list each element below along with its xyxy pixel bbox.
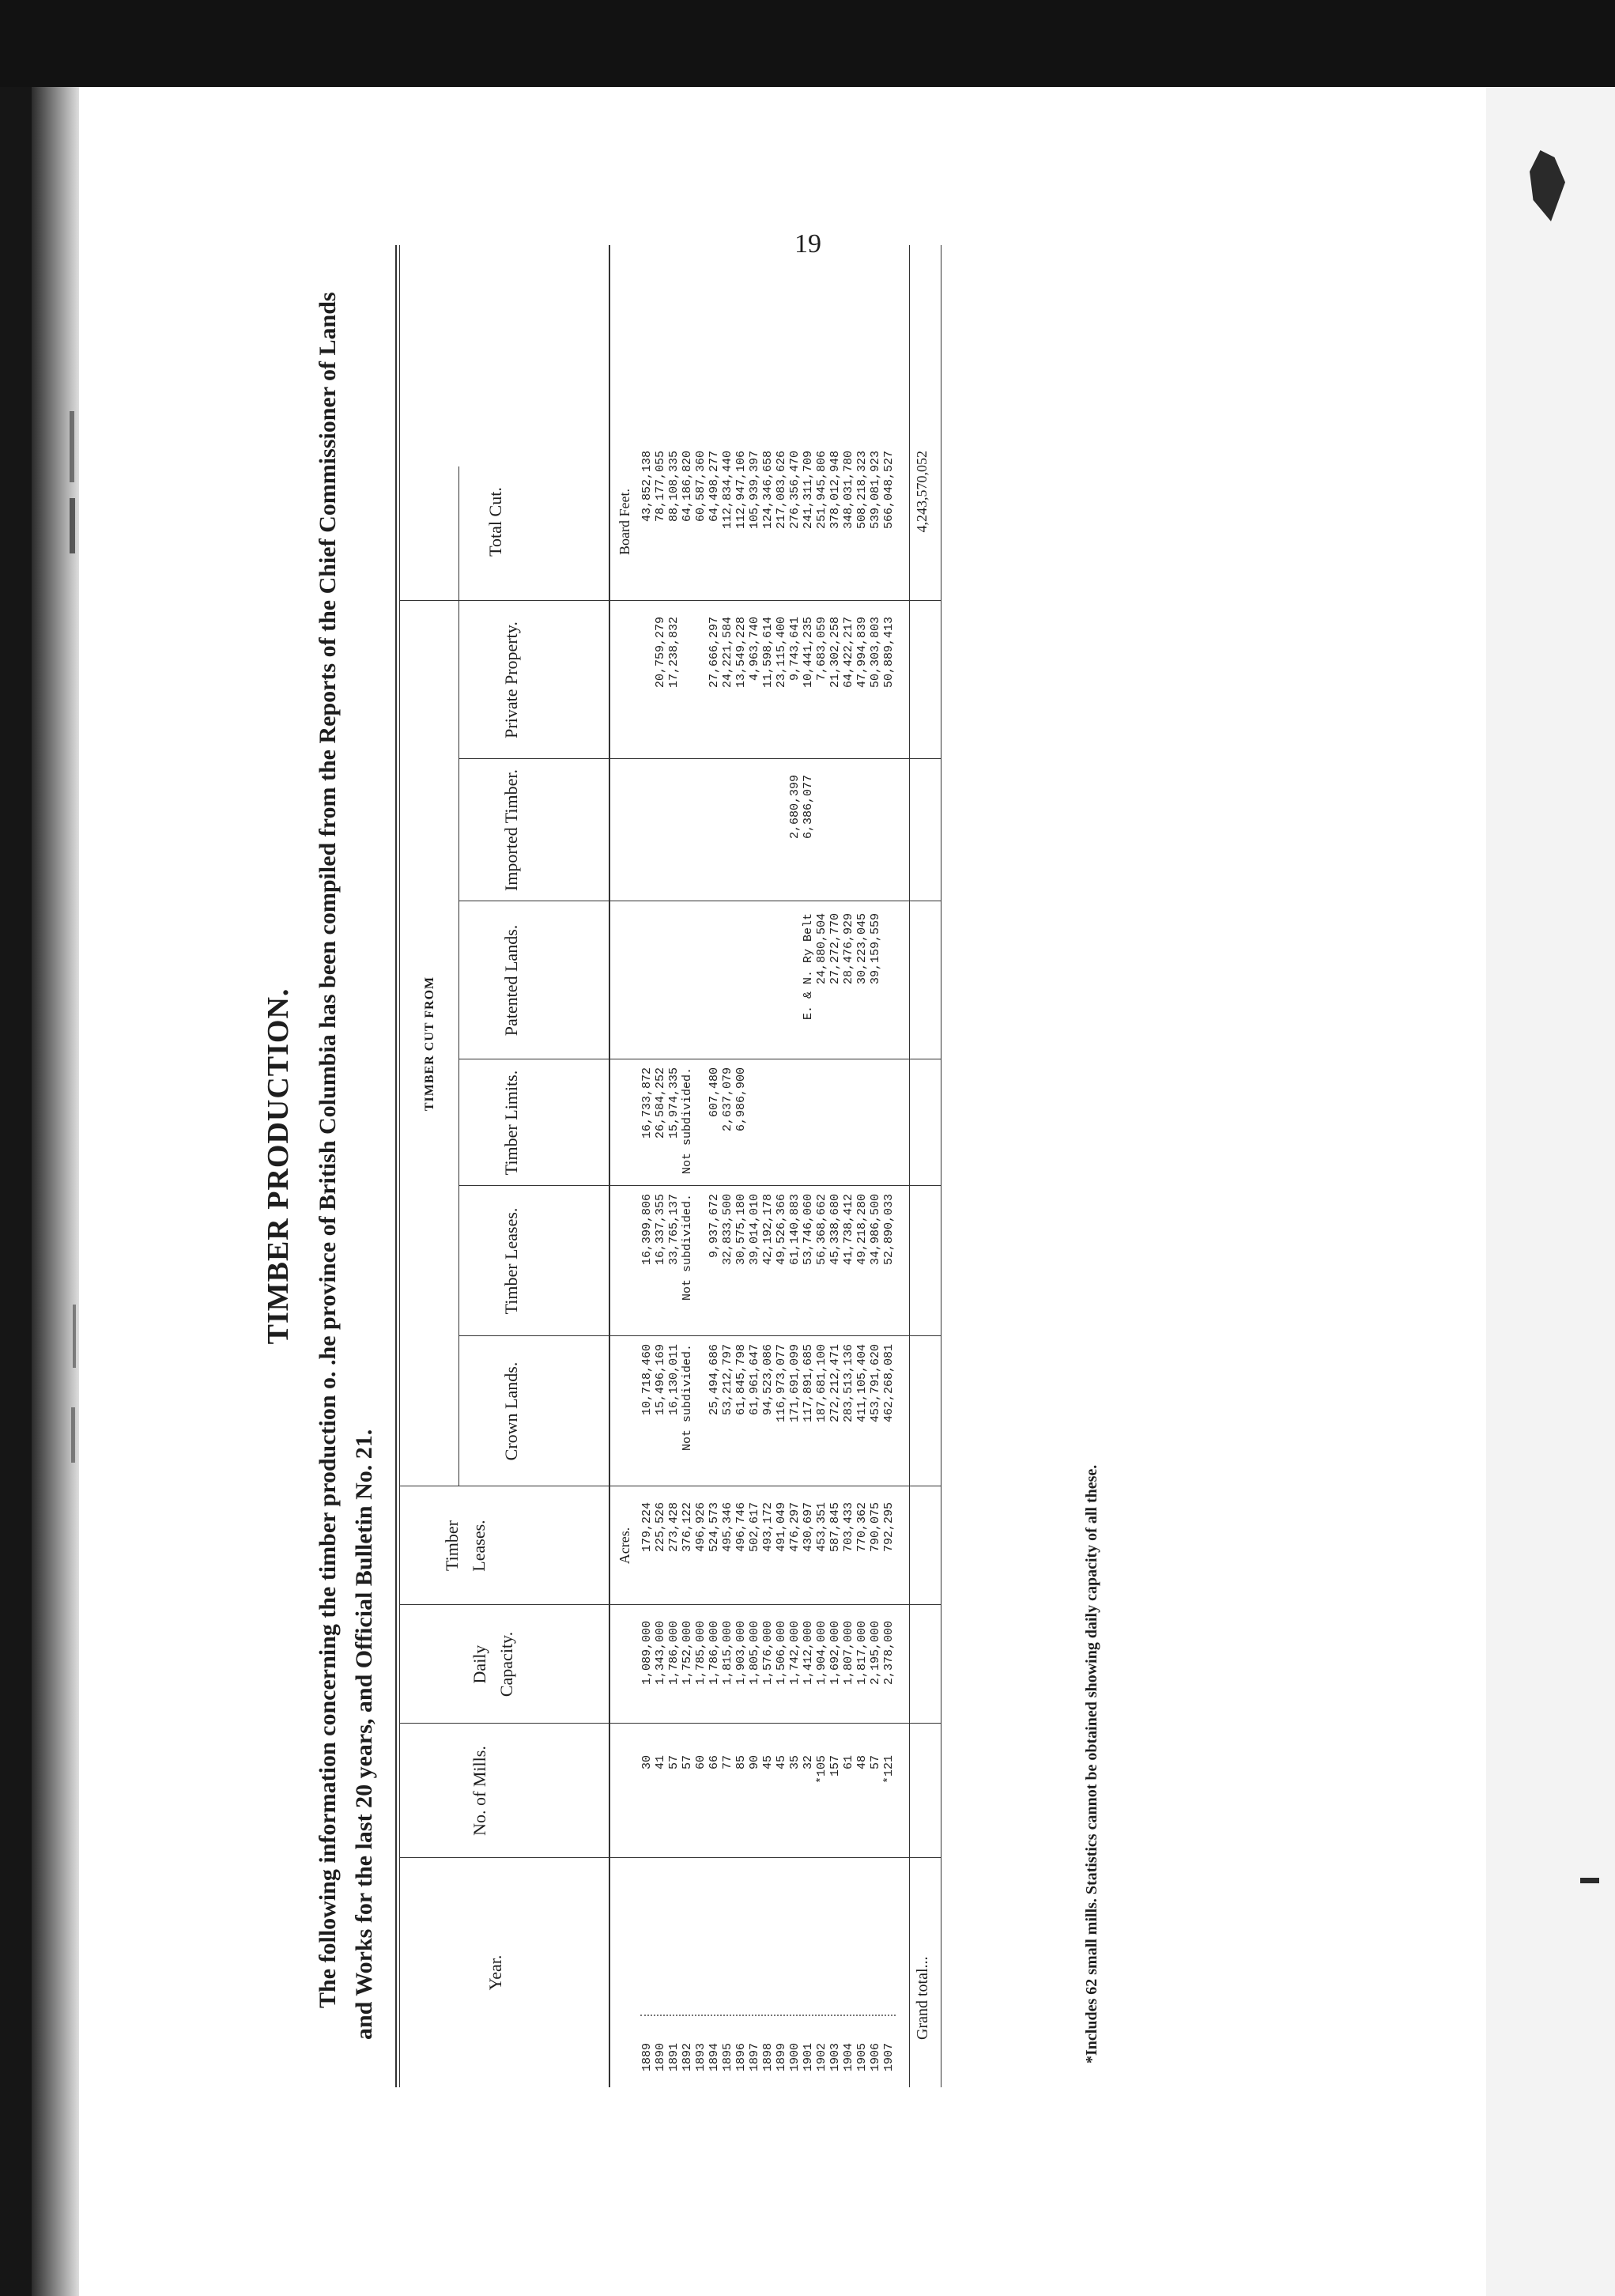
table-cell: 60 <box>694 1755 708 1770</box>
header-imported-timber: Imported Timber. <box>501 769 521 892</box>
header-capacity: Daily Capacity. <box>470 1631 516 1697</box>
table-cell: 48 <box>855 1755 869 1770</box>
table-cell: 17,238,832 <box>667 617 681 689</box>
table-cell: 47,994,839 <box>855 617 869 689</box>
table-cell: 1,506,000 <box>775 1621 788 1686</box>
table-cell: Not subdivided. <box>681 1194 694 1301</box>
table-cell: 411,105,404 <box>855 1344 869 1423</box>
table-cell: 1898 <box>761 2042 775 2071</box>
table-cell: 10,718,460 <box>640 1344 654 1416</box>
table-cell: *121 <box>882 1755 896 1784</box>
table-cell <box>775 913 788 1052</box>
table-cell: 217,083,626 <box>775 451 788 530</box>
table-cell: 348,031,780 <box>842 451 855 530</box>
table-cell: 49,218,280 <box>855 1194 869 1266</box>
table-cell: 495,346 <box>721 1502 734 1553</box>
table-cell <box>734 913 748 1052</box>
table-cell: Not subdivided. <box>681 1344 694 1452</box>
scan-top-edge <box>0 0 1615 87</box>
table-cell: 1892 <box>681 2042 694 2071</box>
table-cell: 45 <box>761 1755 775 1770</box>
table-cell: 1,807,000 <box>842 1621 855 1686</box>
table-cell: 2,378,000 <box>882 1621 896 1686</box>
table-cell <box>855 775 869 893</box>
table-cell: E. & N. Ry Belt <box>802 913 815 1021</box>
table-cell: 272,212,471 <box>828 1344 842 1423</box>
table-cell: 187,681,100 <box>815 1344 828 1423</box>
table-cell: 42,192,178 <box>761 1194 775 1266</box>
scan-smudge <box>1580 1878 1599 1883</box>
table-cell <box>882 775 896 893</box>
table-cell: 16,130,011 <box>667 1344 681 1416</box>
table-cell: 27,666,297 <box>708 617 721 689</box>
table-cell <box>788 913 802 1052</box>
scan-smudge <box>70 498 75 553</box>
table-cell: 41 <box>654 1755 667 1770</box>
table-cell <box>667 775 681 893</box>
table-cell: Not subdivided. <box>681 1067 694 1175</box>
table-cell: 607,480 <box>708 1067 721 1118</box>
table-cell <box>654 913 667 1052</box>
table-cell: 1906 <box>869 2042 882 2071</box>
table-cell: 2,637,079 <box>721 1067 734 1132</box>
scan-smudge <box>71 1407 75 1463</box>
table-cell: 179,224 <box>640 1502 654 1553</box>
table-cell: 539,081,923 <box>869 451 882 530</box>
table-cell: 49,526,366 <box>775 1194 788 1266</box>
table-cell: 1907 <box>882 2042 896 2071</box>
table-cell: 30,575,180 <box>734 1194 748 1266</box>
table-cell: 7,683,059 <box>815 617 828 682</box>
table-cell: 6,386,077 <box>802 775 815 840</box>
table-cell: 430,697 <box>802 1502 815 1553</box>
table-cell: 34,986,500 <box>869 1194 882 1266</box>
table-cell: 11,598,614 <box>761 617 775 689</box>
table-cell: 1905 <box>855 2042 869 2071</box>
table-cell: 1,785,000 <box>694 1621 708 1686</box>
table-cell: 1,786,000 <box>667 1621 681 1686</box>
col-rule <box>399 1604 941 1605</box>
table-cell: 56,368,662 <box>815 1194 828 1266</box>
table-cell: 792,295 <box>882 1502 896 1553</box>
column-crown-lands <box>640 1344 896 1478</box>
table-cell: 32 <box>802 1755 815 1770</box>
table-cell: 453,791,620 <box>869 1344 882 1423</box>
header-total-cut: Total Cut. <box>485 487 505 557</box>
col-rule <box>458 1185 941 1186</box>
table-cell: 4,963,740 <box>748 617 761 682</box>
table-cell: 1904 <box>842 2042 855 2071</box>
table-cell: 35 <box>788 1755 802 1770</box>
table-cell: 1,343,000 <box>654 1621 667 1686</box>
table-cell: 124,346,658 <box>761 451 775 530</box>
header-private-property: Private Property. <box>501 621 521 738</box>
scan-smudge <box>73 1305 76 1368</box>
header-mills: No. of Mills. <box>470 1746 489 1836</box>
table-cell: 24,221,584 <box>721 617 734 689</box>
grand-total-label: Grand total... <box>914 1956 931 2040</box>
table-cell: 16,733,872 <box>640 1067 654 1139</box>
table-cell <box>775 775 788 893</box>
table-cell: 61 <box>842 1755 855 1770</box>
table-cell: 1900 <box>788 2042 802 2071</box>
table-cell <box>708 775 721 893</box>
col-rule <box>399 1857 941 1858</box>
table-cell <box>694 775 708 893</box>
table-cell <box>802 1067 815 1178</box>
table-cell: 30,223,045 <box>855 913 869 985</box>
table-cell <box>882 1067 896 1178</box>
column-mills <box>640 1755 896 1850</box>
column-timber-leases <box>640 1194 896 1328</box>
rotated-page-content <box>261 245 1115 2087</box>
table-cell <box>828 775 842 893</box>
table-cell: 45 <box>775 1755 788 1770</box>
table-cell: 15,496,169 <box>654 1344 667 1416</box>
table-cell: 61,845,798 <box>734 1344 748 1416</box>
table-cell: 61,961,647 <box>748 1344 761 1416</box>
table-cell: 1,815,000 <box>721 1621 734 1686</box>
table-cell <box>869 775 882 893</box>
table-cell: 64,422,217 <box>842 617 855 689</box>
table-cell: 1902 <box>815 2042 828 2071</box>
table-cell <box>748 775 761 893</box>
header-year: Year. <box>485 1954 505 1991</box>
table-cell <box>815 1067 828 1178</box>
table-cell: 85 <box>734 1755 748 1770</box>
table-top-rule <box>395 245 397 2087</box>
table-cell <box>815 775 828 893</box>
table-cell: 453,351 <box>815 1502 828 1553</box>
table-cell <box>640 617 654 751</box>
table-cell: 171,691,099 <box>788 1344 802 1423</box>
table-cell <box>761 913 775 1052</box>
column-patented-lands <box>640 913 896 1052</box>
table-cell: 20,759,279 <box>654 617 667 689</box>
header-timber-leases: Timber Leases. <box>501 1207 521 1315</box>
col-rule <box>399 1723 941 1724</box>
table-cell: 1,903,000 <box>734 1621 748 1686</box>
group-header-rule <box>458 466 459 1486</box>
table-cell: 105,939,397 <box>748 451 761 530</box>
table-cell: 64,498,277 <box>708 451 721 523</box>
header-bottom-rule <box>609 245 610 2087</box>
table-cell: 1,576,000 <box>761 1621 775 1686</box>
header-timber-limits: Timber Limits. <box>501 1070 521 1176</box>
table-cell <box>681 775 694 893</box>
table-cell: 493,172 <box>761 1502 775 1553</box>
table-cell <box>775 1067 788 1178</box>
table-cell: 23,115,400 <box>775 617 788 689</box>
table-cell: 32,833,500 <box>721 1194 734 1266</box>
table-cell: 1893 <box>694 2042 708 2071</box>
header-timber-cut-from: TIMBER CUT FROM <box>423 976 436 1112</box>
table-cell: 116,973,077 <box>775 1344 788 1423</box>
table-cell: 1897 <box>748 2042 761 2071</box>
table-cell: 1,692,000 <box>828 1621 842 1686</box>
table-cell: 1901 <box>802 2042 815 2071</box>
table-cell: 16,399,806 <box>640 1194 654 1266</box>
table-cell <box>748 1067 761 1178</box>
table-cell: 60,587,360 <box>694 451 708 523</box>
table-cell: 9,743,641 <box>788 617 802 682</box>
table-cell <box>788 1067 802 1178</box>
column-private-property <box>640 617 896 751</box>
table-cell: 57 <box>681 1755 694 1770</box>
intro-paragraph: The following information concerning the timber production o. .he province of British Columbia has been compiled from the Reports of the Chief Commissioner of Lands and Works for the last 20 years, and Official Bulletin No. 21. <box>315 292 377 2040</box>
table-cell <box>708 913 721 1052</box>
table-cell: 508,218,323 <box>855 451 869 530</box>
table-cell <box>640 775 654 893</box>
table-cell: 33,765,137 <box>667 1194 681 1266</box>
table-cell: 45,338,680 <box>828 1194 842 1266</box>
table-cell: 502,617 <box>748 1502 761 1553</box>
table-cell: 157 <box>828 1755 842 1777</box>
table-cell: 276,356,470 <box>788 451 802 530</box>
column-imported-timber <box>640 775 896 893</box>
page-title: TIMBER PRODUCTION. <box>262 988 295 1345</box>
table-cell <box>694 913 708 1052</box>
table-cell: 50,889,413 <box>882 617 896 689</box>
table-cell <box>694 1344 708 1478</box>
table-cell: 24,880,504 <box>815 913 828 985</box>
table-cell <box>761 775 775 893</box>
table-cell: 39,014,010 <box>748 1194 761 1266</box>
table-cell: 1890 <box>654 2042 667 2071</box>
table-cell: 496,746 <box>734 1502 748 1553</box>
table-cell: 16,337,355 <box>654 1194 667 1266</box>
table-cell: 53,746,060 <box>802 1194 815 1266</box>
body-bottom-rule <box>909 245 910 2087</box>
col-rule <box>458 1335 941 1336</box>
table-cell <box>828 1067 842 1178</box>
table-cell <box>882 913 896 1052</box>
table-cell: 50,303,803 <box>869 617 882 689</box>
table-cell: 476,297 <box>788 1502 802 1553</box>
table-cell: 10,441,235 <box>802 617 815 689</box>
table-cell: 30 <box>640 1755 654 1770</box>
table-cell: 53,212,797 <box>721 1344 734 1416</box>
table-cell <box>721 913 734 1052</box>
table-cell: 496,926 <box>694 1502 708 1553</box>
table-cell: 61,140,883 <box>788 1194 802 1266</box>
table-cell <box>842 775 855 893</box>
table-cell <box>681 617 694 751</box>
col-rule <box>458 758 941 759</box>
table-cell: 57 <box>667 1755 681 1770</box>
table-cell: 13,549,228 <box>734 617 748 689</box>
unit-acres: Acres. <box>617 1527 632 1565</box>
grand-total-value: 4,243,570,052 <box>914 451 930 533</box>
table-cell <box>694 1194 708 1328</box>
table-cell: 1,742,000 <box>788 1621 802 1686</box>
table-cell: 117,891,685 <box>802 1344 815 1423</box>
table-cell: 1896 <box>734 2042 748 2071</box>
table-cell: 78,177,055 <box>654 451 667 523</box>
table-cell: 15,974,335 <box>667 1067 681 1139</box>
table-cell: 88,108,335 <box>667 451 681 523</box>
table-cell <box>721 775 734 893</box>
table-cell: 491,049 <box>775 1502 788 1553</box>
column-timber-leases-acres <box>640 1502 896 1597</box>
table-cell: 1,817,000 <box>855 1621 869 1686</box>
table-cell: 94,523,086 <box>761 1344 775 1416</box>
table-cell: 376,122 <box>681 1502 694 1553</box>
table-cell <box>640 913 654 1052</box>
table-cell: 1,904,000 <box>815 1621 828 1686</box>
table-cell: 1,752,000 <box>681 1621 694 1686</box>
table-cell: 2,680,399 <box>788 775 802 840</box>
header-crown-lands: Crown Lands. <box>501 1361 521 1461</box>
table-cell: 1899 <box>775 2042 788 2071</box>
table-cell: 52,890,033 <box>882 1194 896 1266</box>
table-cell: 6,986,900 <box>734 1067 748 1132</box>
table-cell: 241,311,709 <box>802 451 815 530</box>
table-cell <box>681 913 694 1052</box>
table-cell <box>761 1067 775 1178</box>
scan-left-edge <box>0 87 32 2296</box>
column-year <box>640 2024 896 2071</box>
table-top-rule-thin <box>399 245 400 2087</box>
unit-board-feet: Board Feet. <box>617 489 632 555</box>
table-cell: 77 <box>721 1755 734 1770</box>
table-cell: 566,048,527 <box>882 451 896 530</box>
table-cell: *105 <box>815 1755 828 1784</box>
table-cell: 21,302,258 <box>828 617 842 689</box>
table-cell: 1889 <box>640 2042 654 2071</box>
table-cell: 1,089,000 <box>640 1621 654 1686</box>
column-capacity <box>640 1621 896 1716</box>
table-cell: 25,494,686 <box>708 1344 721 1416</box>
table-cell: 43,852,138 <box>640 451 654 523</box>
table-cell: 703,433 <box>842 1502 855 1553</box>
table-cell <box>855 1067 869 1178</box>
table-cell: 90 <box>748 1755 761 1770</box>
header-timber-leases-acres: Timber Leases. <box>442 1520 489 1572</box>
table-cell: 283,513,136 <box>842 1344 855 1423</box>
table-cell: 66 <box>708 1755 721 1770</box>
table-cell: 112,834,440 <box>721 451 734 530</box>
footnote: *Includes 62 small mills. Statistics cannot be obtained showing daily capacity of all these. <box>1083 1464 1100 2064</box>
table-cell: 27,272,770 <box>828 913 842 985</box>
table-cell: 57 <box>869 1755 882 1770</box>
column-total-cut <box>640 451 896 593</box>
table-cell: 1895 <box>721 2042 734 2071</box>
table-cell <box>869 1067 882 1178</box>
table-cell: 39,159,559 <box>869 913 882 985</box>
table-cell: 770,362 <box>855 1502 869 1553</box>
col-rule <box>399 600 941 601</box>
header-patented-lands: Patented Lands. <box>501 924 521 1037</box>
table-cell: 790,075 <box>869 1502 882 1553</box>
page-number: 19 <box>794 229 821 259</box>
table-cell: 225,526 <box>654 1502 667 1553</box>
table-cell: 251,945,806 <box>815 451 828 530</box>
table-cell: 2,195,000 <box>869 1621 882 1686</box>
table-cell: 1903 <box>828 2042 842 2071</box>
table-cell: 1,805,000 <box>748 1621 761 1686</box>
table-cell <box>654 775 667 893</box>
table-cell: 26,584,252 <box>654 1067 667 1139</box>
table-cell: 378,012,948 <box>828 451 842 530</box>
scan-smudge <box>70 411 74 482</box>
table-cell: 524,573 <box>708 1502 721 1553</box>
table-cell: 587,845 <box>828 1502 842 1553</box>
table-cell: 1,786,000 <box>708 1621 721 1686</box>
table-cell: 28,476,929 <box>842 913 855 985</box>
table-cell: 112,947,106 <box>734 451 748 530</box>
table-cell <box>734 775 748 893</box>
table-cell <box>694 1067 708 1178</box>
table-cell: 1,412,000 <box>802 1621 815 1686</box>
table-cell <box>842 1067 855 1178</box>
table-cell <box>748 913 761 1052</box>
table-cell: 273,428 <box>667 1502 681 1553</box>
table-cell: 462,268,081 <box>882 1344 896 1423</box>
table-cell: 1891 <box>667 2042 681 2071</box>
table-cell <box>694 617 708 751</box>
table-cell: 64,186,820 <box>681 451 694 523</box>
table-cell: 41,738,412 <box>842 1194 855 1266</box>
dot-leaders <box>640 1864 896 2016</box>
table-cell: 1894 <box>708 2042 721 2071</box>
table-cell: 9,937,672 <box>708 1194 721 1259</box>
column-timber-limits <box>640 1067 896 1178</box>
table-cell <box>667 913 681 1052</box>
facing-page-edge <box>1486 87 1615 2296</box>
